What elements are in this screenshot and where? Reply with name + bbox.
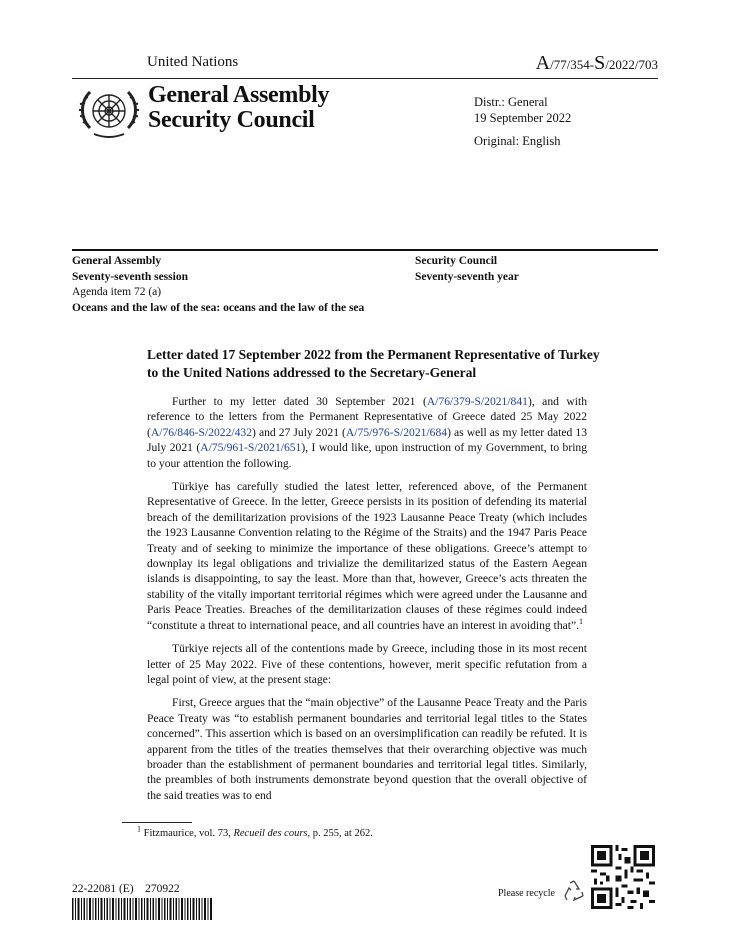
org-name: United Nations — [147, 54, 239, 70]
un-emblem-icon — [76, 84, 142, 142]
agenda-right — [415, 254, 655, 285]
paragraph-4: First, Greece argues that the “main objective” of the Lausanne Peace Treaty and the Paris Peace Treaty was “to establish permanent boundaries and territorial legal titles to the States concerned”. This assertion which is based on an oversimplification can readily be refuted. It is apparent from the titles of the treaties themselves that their overarching objective was much broader than the establishment of permanent boundaries and territorial legal titles. Similarly, the preambles of both instruments demonstrate beyond question that the overall objective of the said treaties was to end — [147, 696, 587, 802]
recycle-icon — [561, 878, 587, 904]
barcode-icon — [72, 898, 212, 920]
doc-link-4[interactable]: A/75/961-S/2021/651 — [200, 441, 302, 455]
footnote-rule — [122, 822, 192, 823]
paragraph-3: Türkiye rejects all of the contentions made by Greece, including those in its most recent letter of 25 May 2022. Five of these contentions, however, merit specific refutation from a legal point of view, at the present stage: — [147, 642, 587, 686]
agenda-left — [72, 254, 372, 316]
paragraph-2: Türkiye has carefully studied the latest letter, referenced above, of the Permanent Representative of Greece. In the letter, Greece persists in its position of defending its material breach of the demilitarization provisions of the 1923 Lausanne Peace Treaty (which includes the 1923 Lausanne Convention relating to the Régime of the Straits) and the 1947 Paris Peace Treaty and of seeking to minimize the importance of these obligations. Greece’s attempt to downplay its legal obligations and trivialize the demilitarized status of the Eastern Aegean islands is disappointing, to say the least. More than that, however, Greece’s acts threaten the stability of the vitally important territorial régimes which were agreed under the Lausanne and Paris Peace Treaties. Breaches of the demilitarization clauses of these régimes could indeed “constitute a threat to international peace, and all countries have an interest in avoiding that”.$^1$ — [147, 480, 587, 632]
organ-title — [148, 83, 329, 133]
recycle-label: Please recycle — [498, 888, 555, 899]
agenda-council-name: Security Council — [415, 255, 498, 267]
doc-link-3[interactable]: A/75/976-S/2021/684 — [345, 425, 448, 439]
agenda-council-year: Seventy-seventh year — [415, 270, 519, 283]
issue-date: 19 September 2022 — [474, 111, 572, 125]
document-number: 22-22081 (E) 270922 — [72, 883, 180, 895]
letter-title: Letter dated 17 September 2022 from the Permanent Representative of Turkey to the United Nations addressed to the Secretary-General — [147, 347, 600, 380]
organ-line-general-assembly: General Assembly — [148, 82, 330, 108]
qr-code-icon — [591, 845, 655, 909]
document-symbol: A/77/354-S/2022/703 — [535, 52, 658, 74]
letter-body — [147, 394, 587, 811]
distribution-label: Distr.: General — [474, 95, 548, 109]
doc-link-1[interactable]: A/76/379-S/2021/841 — [426, 395, 528, 408]
agenda-topic: Oceans and the law of the sea: oceans and the law of the sea — [72, 301, 365, 314]
top-rule — [72, 78, 658, 79]
paragraph-1: Further to my letter dated 30 September 2021 (A/76/379-S/2021/841), and with reference to the letters from the Permanent Representative of Greece dated 25 May 2022 (A/76/846-S/2022/432) and 27 July 2021 (A/75/976-S/2021/684) as well as my letter dated 13 July 2021 (A/75/961-S/2021/651), I would like, upon instruction of my Government, to bring to your attention the following. — [147, 395, 588, 470]
agenda-item: Agenda item 72 (a) — [72, 286, 162, 298]
agenda-body-name: General Assembly — [72, 255, 162, 267]
organ-line-security-council: Security Council — [148, 107, 315, 133]
footnote-ref: 1 — [579, 616, 584, 626]
header-rule — [72, 249, 658, 251]
original-language: Original: English — [474, 134, 561, 148]
doc-link-2[interactable]: A/76/846-S/2022/432 — [150, 425, 253, 439]
footnote: $^1$ Fitzmaurice, vol. 73, Recueil des cours, p. 255, at 262. — [137, 824, 373, 839]
distribution-block — [474, 94, 571, 126]
agenda-session: Seventy-seventh session — [72, 270, 188, 283]
